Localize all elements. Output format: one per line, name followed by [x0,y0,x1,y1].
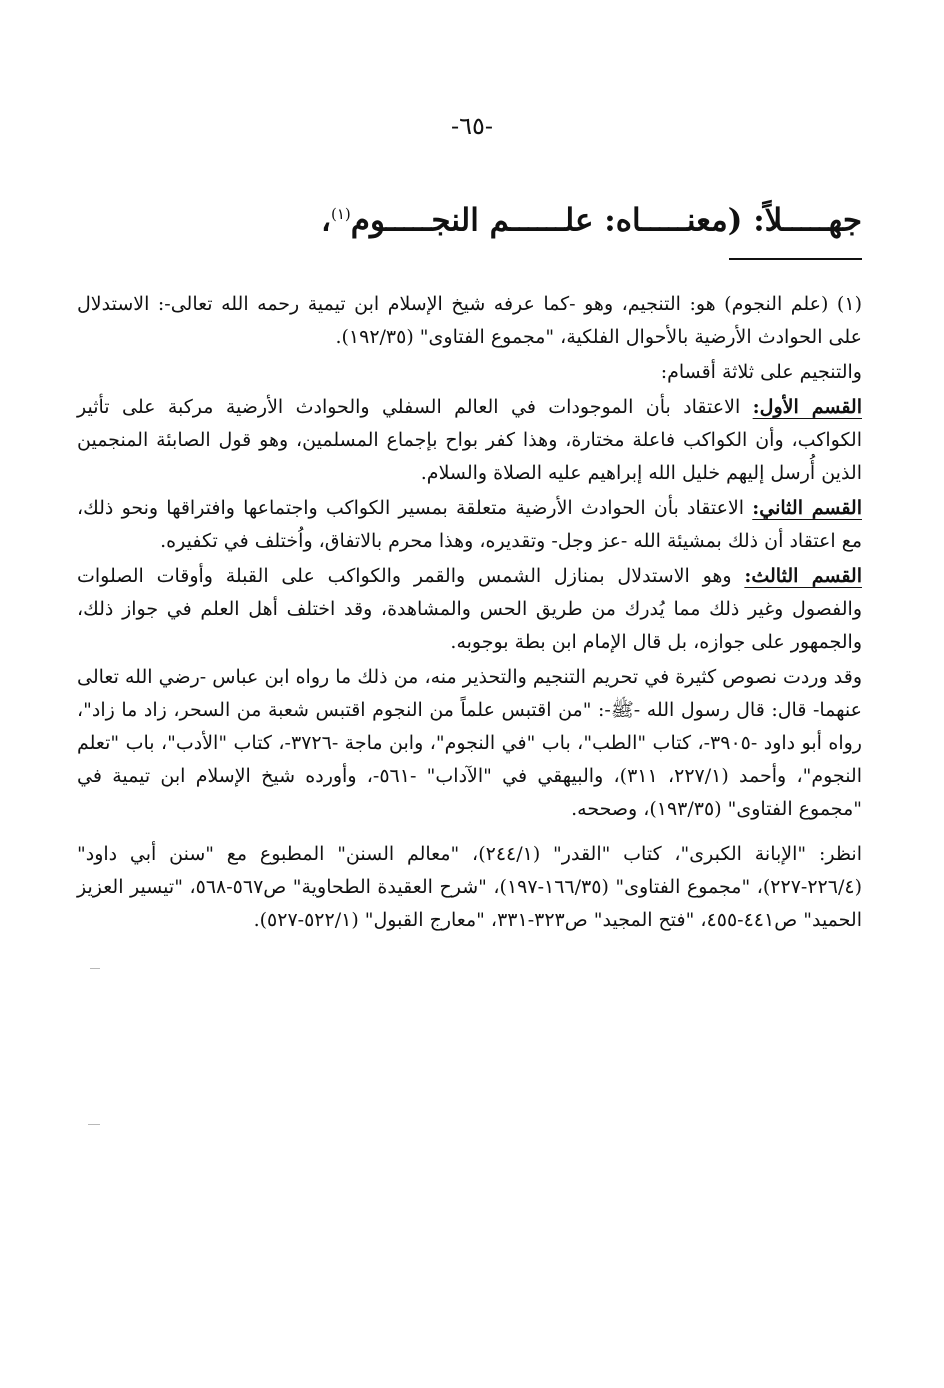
section-text: وهو الاستدلال بمنازل الشمس والقمر والكواكب على القبلة وأوقات الصلوات والفصول وغير ذلك مما يُدرك من طريق الحس والمشاهدة، وقد اختلف أهل العلم في جواز ذلك، والجمهور على جوازه، بل قال الإمام ابن بطة بوجوبه. [77,565,862,653]
section-label: القسم الثالث: [744,565,862,587]
heading-tail: ، [320,202,331,239]
references-paragraph: انظر: "الإبانة الكبرى"، كتاب "القدر" (٢٤٤/١)، "معالم السنن" المطبوع مع "سنن أبي داود" (٢٢٦/٤-٢٢٧)، "مجموع الفتاوى" (١٦٦/٣٥-١٩٧)، "شرح العقيدة الطحاوية" ص٥٦٧-٥٦٨، "تيسير العزيز الحميد" ص٤٤١-٤٥٥، "فتح المجيد" ص٣٢٣-٣٣١، "معارج القبول" (٥٢٢/١-٥٢٧). [77,843,862,931]
section-text: الاعتقاد بأن الحوادث الأرضية متعلقة بمسير الكواكب واجتماعها وافتراقها ونحو ذلك، مع اعتقاد أن ذلك بمشيئة الله -عز وجل- وتقديره، وهذا محرم بالاتفاق، واُختلف في تكفيره. [77,497,862,552]
footnote-separator [729,258,862,260]
hadith-paragraph: وقد وردت نصوص كثيرة في تحريم التنجيم والتحذير منه، من ذلك ما رواه ابن عباس -رضي الله تعالى عنهما- قال: قال رسول الله -ﷺ-: "من اقتبس علماً من النجوم اقتبس شعبة من السحر، زاد ما زاد"، رواه أبو داود -٣٩٠٥-، كتاب "الطب"، باب "في النجوم"، وابن ماجة -٣٧٢٦-، كتاب "الأدب"، باب "تعلم النجوم"، وأحمد (٢٢٧/١، ٣١١)، والبيهقي في "الآداب" -٥٦١-، وأورده شيخ الإسلام ابن تيمية في "مجموع الفتاوى" (١٩٣/٣٥)، وصححه. [77,666,862,820]
chapter-heading [82,192,862,242]
scan-mark [90,968,100,969]
section-label: القسم الثاني: [752,497,862,519]
section-second [77,492,862,558]
section-text: الاعتقاد بأن الموجودات في العالم السفلي والحوادث الأرضية مركبة على تأثير الكواكب، وأن الكواكب فاعلة مختارة، وهذا كفر بواح بإجماع المسلمين، وهو قول الصابئة المنجمين الذين أُرسل إليهم خليل الله إبراهيم عليه الصلاة والسلام. [77,396,862,484]
heading-text: جهـــــلاً: (معنـــــاه: علــــــم النجـــــوم [350,202,862,239]
heading-footnote-ref: (١) [330,205,351,223]
footnote-block [77,288,862,939]
page-number: -٦٥- [451,112,493,140]
footnote-division: والتنجيم على ثلاثة أقسام: [660,361,862,383]
scan-mark [88,1124,100,1125]
section-first [77,391,862,490]
section-label: القسم الأول: [752,396,862,418]
section-third [77,560,862,659]
footnote-intro: (١) (علم النجوم) هو: التنجيم، وهو -كما عرفه شيخ الإسلام ابن تيمية رحمه الله تعالى-: الاستدلال على الحوادث الأرضية بالأحوال الفلكية، "مجموع الفتاوى" (١٩٢/٣٥). [77,293,862,348]
